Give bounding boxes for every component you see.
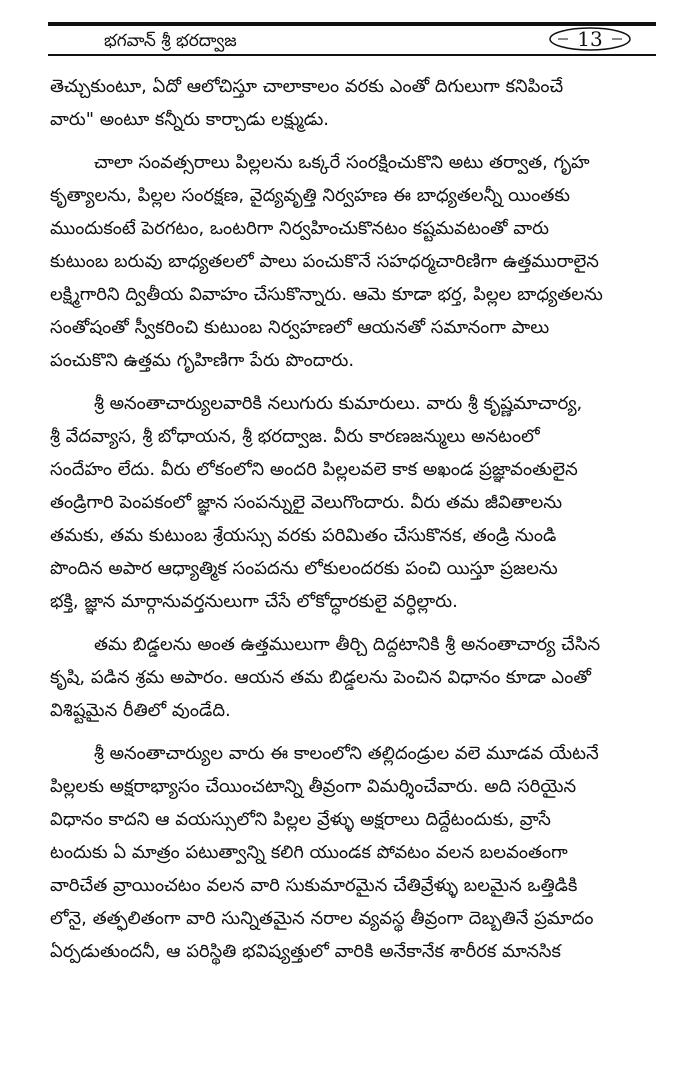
text-line: చాలా సంవత్సరాలు పిల్లలను ఒక్కరే సంరక్షించుకొని అటు తర్వాత, గృహ <box>94 152 590 173</box>
text-line: పిల్లలకు అక్షరాభ్యాసం చేయించటాన్ని తీవ్రంగా విమర్శించేవారు. అది సరియైన <box>50 776 577 797</box>
text-line: ముందుకంటే పెరగటం, ఒంటరిగా నిర్వహించుకొనటం కష్టమవటంతో వారు <box>50 218 550 239</box>
text-line: కుటుంబ బరువు బాధ్యతలలో పాలు పంచుకొనే సహధర్మచారిణిగా ఉత్తమురాలైన <box>50 251 599 272</box>
paragraph-2 <box>50 146 658 377</box>
paragraph-1 <box>50 70 658 136</box>
text-line: తెచ్చుకుంటూ, ఏదో ఆలోచిస్తూ చాలాకాలం వరకు ఎంతో దిగులుగా కనిపించే <box>50 76 564 97</box>
text-line: లోనై, తత్ఫలితంగా వారి సున్నితమైన నరాల వ్యవస్థ తీవ్రంగా దెబ్బతినే ప్రమాదం <box>50 908 594 929</box>
text-line: శ్రీ వేదవ్యాస, శ్రీ బోధాయన, శ్రీ భరద్వాజ. వీరు కారణజన్ములు అనటంలో <box>50 426 540 447</box>
page-number: 13 <box>577 27 603 51</box>
text-line: శ్రీ అనంతాచార్యులవారికి నలుగురు కుమారులు. వారు శ్రీ కృష్ణమాచార్య, <box>94 393 583 414</box>
text-line: లక్ష్మిగారిని ద్వితీయ వివాహం చేసుకొన్నారు. ఆమె కూడా భర్త, పిల్లల బాధ్యతలను <box>50 284 603 305</box>
body-text <box>50 70 658 978</box>
header-title: భగవాన్ శ్రీ భరద్వాజ <box>104 31 237 51</box>
text-line: భక్తి, జ్ఞాన మార్గానువర్తనులుగా చేసే లోకోద్ధారకులై వర్ధిల్లారు. <box>50 591 458 612</box>
text-line: వారిచేత వ్రాయించటం వలన వారి సుకుమారమైన చేతివ్రేళ్ళు బలమైన ఒత్తిడికి <box>50 875 578 896</box>
text-line: తమ బిడ్డలను అంత ఉత్తములుగా తీర్చి దిద్దటానికి శ్రీ అనంతాచార్య చేసిన <box>94 634 601 655</box>
text-line: కృషి, పడిన శ్రమ అపారం. ఆయన తమ బిడ్డలను పెంచిన విధానం కూడా ఎంతో <box>50 667 591 688</box>
paragraph-5 <box>50 737 658 968</box>
text-line: సందేహం లేదు. వీరు లోకంలోని అందరి పిల్లలవలె కాక అఖండ ప్రజ్ఞావంతులైన <box>50 459 578 480</box>
text-line: సంతోషంతో స్వీకరించి కుటుంబ నిర్వహణలో ఆయనతో సమానంగా పాలు <box>50 317 550 338</box>
text-line: శ్రీ అనంతాచార్యుల వారు ఈ కాలంలోని తల్లిదండ్రుల వలె మూడవ యేటనే <box>94 743 599 764</box>
text-line: తమకు, తమ కుటుంబ శ్రేయస్సు వరకు పరిమితం చేసుకొనక, తండ్రి నుండి <box>50 525 557 546</box>
text-line: తండ్రిగారి పెంపకంలో జ్ఞాన సంపన్నులై వెలుగొందారు. వీరు తమ జీవితాలను <box>50 492 563 513</box>
text-line: పొందిన అపార ఆధ్యాత్మిక సంపదను లోకులందరకు పంచి యిస్తూ ప్రజలను <box>50 558 558 579</box>
text-line: వారు" అంటూ కన్నీరు కార్చాడు లక్ష్ముడు. <box>50 109 330 130</box>
text-line: కృత్యాలను, పిల్లల సంరక్షణ, వైద్యవృత్తి నిర్వహణ ఈ బాధ్యతలన్నీ యింతకు <box>50 185 571 206</box>
running-header <box>48 22 656 56</box>
text-line: విశిష్టమైన రీతిలో వుండేది. <box>50 700 231 721</box>
text-line: టందుకు ఏ మాత్రం పటుత్వాన్ని కలిగి యుండక పోవటం వలన బలవంతంగా <box>50 842 568 863</box>
text-line: ఏర్పడుతుందనీ, ఆ పరిస్థితి భవిష్యత్తులో వారికి అనేకానేక శారీరక మానసిక <box>50 941 561 962</box>
text-line: విధానం కాదని ఆ వయస్సులోని పిల్లల వ్రేళ్ళు అక్షరాలు దిద్దేటందుకు, వ్రాసే <box>50 809 551 830</box>
paragraph-3 <box>50 387 658 618</box>
paragraph-4 <box>50 628 658 727</box>
text-line: పంచుకొని ఉత్తమ గృహిణిగా పేరు పొందారు. <box>50 350 355 371</box>
page-number-badge <box>548 26 632 52</box>
header-rule-bottom <box>48 54 656 56</box>
